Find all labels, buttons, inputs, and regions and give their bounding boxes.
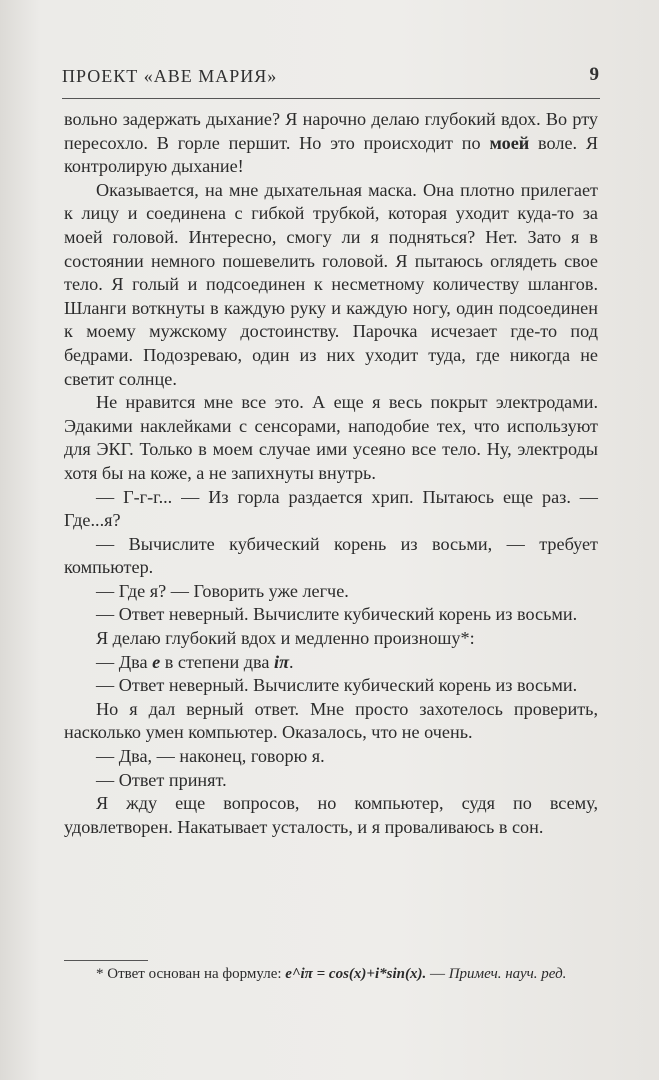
paragraph: вольно задержать дыхание? Я нарочно делаю глубокий вдох. Во рту пересохло. В горле першит. Но это происходит по моей воле. Я контролирую дыхание! <box>64 109 599 177</box>
dialogue-line: — Два, — наконец, говорю я. <box>96 746 325 767</box>
paragraph: Оказывается, на мне дыхательная маска. Она плотно прилегает к лицу и соединена с гибкой трубкой, которая уходит куда-то за моей головой. Интересно, смогу ли я подняться? Нет. Зато я в состоянии немного пошевелить головой. Я пытаюсь оглядеть свое тело. Я голый и подсоединен к несметному количеству шлангов. Шланги воткнуты в каждую руку и каждую ногу, один подсоединен к моему мужскому достоинству. Парочка исчезает где-то под бедрами. Подозреваю, один из них уходит туда, где никогда не светит солнце. <box>64 179 598 389</box>
running-header <box>62 66 600 90</box>
dialogue-line: — Два e в степени два iπ. <box>96 651 294 672</box>
dialogue-line: — Г-г-г... — Из горла раздается хрип. Пытаюсь еще раз. — Где...я? <box>64 486 598 531</box>
dialogue-line: — Вычислите кубический корень из восьми, — требует компьютер. <box>64 533 598 578</box>
body-text <box>64 108 598 839</box>
footnote-rule <box>64 960 148 961</box>
paragraph: Я делаю глубокий вдох и медленно произношу*: <box>96 628 475 649</box>
header-rule <box>62 98 600 99</box>
dialogue-line: — Ответ неверный. Вычислите кубический корень из восьми. <box>96 675 578 696</box>
paragraph: Я жду еще вопросов, но компьютер, судя по всему, удовлетворен. Накатывает усталость, и я проваливаюсь в сон. <box>64 793 598 837</box>
page-number: 9 <box>589 64 600 85</box>
paragraph: Но я дал верный ответ. Мне просто захотелось проверить, насколько умен компьютер. Оказалось, что не очень. <box>64 698 598 743</box>
paragraph: Не нравится мне все это. А еще я весь покрыт электродами. Эдакими наклейками с сенсорами, наподобие тех, что используют для ЭКГ. Только в моем случае ими усеяно все тело. Ну, электроды хотя бы на коже, а не запихнуты внутрь. <box>64 392 598 483</box>
dialogue-line: — Где я? — Говорить уже легче. <box>96 580 349 601</box>
footnote: * Ответ основан на формуле: e^iπ = cos(x)+i*sin(x). — Примеч. науч. ред. <box>96 966 567 982</box>
dialogue-line: — Ответ принят. <box>96 769 227 790</box>
running-title: ПРОЕКТ «АВЕ МАРИЯ» <box>62 66 278 86</box>
dialogue-line: — Ответ неверный. Вычислите кубический корень из восьми. <box>96 604 578 625</box>
